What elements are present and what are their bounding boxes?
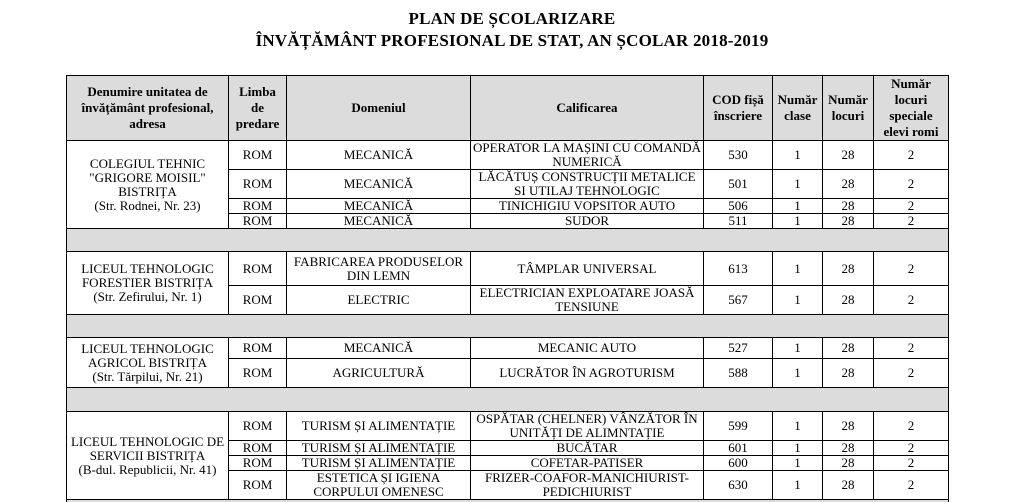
limba-cell: ROM <box>229 170 287 199</box>
speciale-cell: 2 <box>874 338 949 359</box>
speciale-cell: 2 <box>874 286 949 315</box>
locuri-cell: 28 <box>823 441 874 456</box>
limba-cell: ROM <box>229 412 287 441</box>
calificarea-cell: BUCĂTAR <box>471 441 704 456</box>
limba-cell: ROM <box>229 456 287 471</box>
clase-cell: 1 <box>773 141 823 170</box>
table-header-row <box>67 76 949 141</box>
speciale-cell: 2 <box>874 441 949 456</box>
locuri-cell: 28 <box>823 286 874 315</box>
school-cell <box>67 412 229 500</box>
locuri-cell: 28 <box>823 141 874 170</box>
calificarea-cell: COFETAR-PATISER <box>471 456 704 471</box>
locuri-cell: 28 <box>823 456 874 471</box>
cod-cell: 530 <box>704 141 773 170</box>
clase-cell: 1 <box>773 252 823 286</box>
locuri-cell: 28 <box>823 471 874 500</box>
locuri-cell: 28 <box>823 214 874 229</box>
clase-cell: 1 <box>773 170 823 199</box>
school-name: LICEUL TEHNOLOGIC FORESTIER BISTRIȚA <box>81 261 214 290</box>
header-domeniul: Domeniul <box>287 76 471 141</box>
limba-cell: ROM <box>229 252 287 286</box>
calificarea-cell: TÂMPLAR UNIVERSAL <box>471 252 704 286</box>
locuri-cell: 28 <box>823 170 874 199</box>
domeniul-cell: MECANICĂ <box>287 170 471 199</box>
limba-cell: ROM <box>229 338 287 359</box>
header-clase: Număr clase <box>773 76 823 141</box>
domeniul-cell: MECANICĂ <box>287 141 471 170</box>
clase-cell: 1 <box>773 359 823 388</box>
limba-cell: ROM <box>229 141 287 170</box>
separator-row <box>67 315 949 338</box>
document-title <box>0 8 1024 52</box>
school-address: (Str. Zefirului, Nr. 1) <box>93 289 202 304</box>
cod-cell: 630 <box>704 471 773 500</box>
school-cell <box>67 141 229 229</box>
calificarea-cell: TINICHIGIU VOPSITOR AUTO <box>471 199 704 214</box>
calificarea-cell: SUDOR <box>471 214 704 229</box>
speciale-cell: 2 <box>874 252 949 286</box>
domeniul-cell: ESTETICA ȘI IGIENA CORPULUI OMENESC <box>287 471 471 500</box>
cod-cell: 588 <box>704 359 773 388</box>
school-address: (Str. Tărpilui, Nr. 21) <box>92 368 203 384</box>
separator-band <box>67 315 949 338</box>
domeniul-cell: MECANICĂ <box>287 338 471 359</box>
table-row <box>67 338 949 359</box>
speciale-cell: 2 <box>874 199 949 214</box>
cod-cell: 601 <box>704 441 773 456</box>
separator-band <box>67 229 949 252</box>
limba-cell: ROM <box>229 286 287 315</box>
calificarea-cell: OSPĂTAR (CHELNER) VÂNZĂTOR ÎN UNITĂȚI DE ALIMNTAȚIE <box>471 412 704 441</box>
school-name: LICEUL TEHNOLOGIC AGRICOL BISTRIȚA <box>81 340 214 370</box>
title-line-1: PLAN DE ȘCOLARIZARE <box>408 9 616 28</box>
cod-cell: 613 <box>704 252 773 286</box>
clase-cell: 1 <box>773 286 823 315</box>
speciale-cell: 2 <box>874 359 949 388</box>
table-row <box>67 252 949 286</box>
table-row <box>67 141 949 170</box>
cod-cell: 567 <box>704 286 773 315</box>
limba-cell: ROM <box>229 214 287 229</box>
school-address: (B-dul. Republicii, Nr. 41) <box>78 461 217 477</box>
cod-cell: 506 <box>704 199 773 214</box>
calificarea-cell: MECANIC AUTO <box>471 338 704 359</box>
header-cod <box>704 76 773 141</box>
table-row <box>67 412 949 441</box>
speciale-cell: 2 <box>874 170 949 199</box>
domeniul-cell: FABRICAREA PRODUSELOR DIN LEMN <box>287 252 471 286</box>
school-cell <box>67 338 229 388</box>
cod-cell: 527 <box>704 338 773 359</box>
domeniul-cell: TURISM ȘI ALIMENTAȚIE <box>287 412 471 441</box>
clase-cell: 1 <box>773 456 823 471</box>
limba-cell: ROM <box>229 199 287 214</box>
header-cod-label: COD fișă înscriere <box>712 92 764 123</box>
locuri-cell: 28 <box>823 412 874 441</box>
clase-cell: 1 <box>773 471 823 500</box>
school-name: COLEGIUL TEHNIC "GRIGORE MOISIL" BISTRIȚA <box>89 155 206 199</box>
speciale-cell: 2 <box>874 471 949 500</box>
separator-row <box>67 229 949 252</box>
title-line-2: ÎNVĂȚĂMÂNT PROFESIONAL DE STAT, AN ȘCOLAR 2018-2019 <box>255 31 769 50</box>
domeniul-cell: TURISM ȘI ALIMENTAȚIE <box>287 441 471 456</box>
calificarea-cell: LĂCĂTUȘ CONSTRUCȚII METALICE SI UTILAJ TEHNOLOGIC <box>471 170 704 199</box>
domeniul-cell: MECANICĂ <box>287 214 471 229</box>
domeniul-cell: TURISM ȘI ALIMENTAȚIE <box>287 456 471 471</box>
separator-band <box>67 388 949 412</box>
calificarea-cell: OPERATOR LA MAȘINI CU COMANDĂ NUMERICĂ <box>471 141 704 170</box>
school-cell <box>67 252 229 315</box>
clase-cell: 1 <box>773 412 823 441</box>
clase-cell: 1 <box>773 338 823 359</box>
header-limba: Limba de predare <box>229 76 287 141</box>
school-name: LICEUL TEHNOLOGIC DE SERVICII BISTRIȚA <box>70 433 225 463</box>
locuri-cell: 28 <box>823 359 874 388</box>
speciale-cell: 2 <box>874 214 949 229</box>
clase-cell: 1 <box>773 441 823 456</box>
cod-cell: 600 <box>704 456 773 471</box>
limba-cell: ROM <box>229 471 287 500</box>
limba-cell: ROM <box>229 441 287 456</box>
domeniul-cell: ELECTRIC <box>287 286 471 315</box>
calificarea-cell: LUCRĂTOR ÎN AGROTURISM <box>471 359 704 388</box>
speciale-cell: 2 <box>874 141 949 170</box>
cod-cell: 599 <box>704 412 773 441</box>
header-calificarea: Calificarea <box>471 76 704 141</box>
header-speciale: Număr locuri speciale elevi romi <box>874 76 949 141</box>
school-address: (Str. Rodnei, Nr. 23) <box>94 197 201 213</box>
speciale-cell: 2 <box>874 456 949 471</box>
clase-cell: 1 <box>773 214 823 229</box>
separator-row <box>67 388 949 412</box>
limba-cell: ROM <box>229 359 287 388</box>
header-school: Denumire unitatea de învățământ profesional, adresa <box>67 76 229 141</box>
enrollment-plan-table <box>66 75 949 502</box>
speciale-cell: 2 <box>874 412 949 441</box>
calificarea-cell: ELECTRICIAN EXPLOATARE JOASĂ TENSIUNE <box>471 286 704 315</box>
cod-cell: 511 <box>704 214 773 229</box>
domeniul-cell: MECANICĂ <box>287 199 471 214</box>
locuri-cell: 28 <box>823 338 874 359</box>
header-locuri: Număr locuri <box>823 76 874 141</box>
domeniul-cell: AGRICULTURĂ <box>287 359 471 388</box>
locuri-cell: 28 <box>823 199 874 214</box>
locuri-cell: 28 <box>823 252 874 286</box>
calificarea-cell: FRIZER-COAFOR-MANICHIURIST-PEDICHIURIST <box>471 471 704 500</box>
cod-cell: 501 <box>704 170 773 199</box>
clase-cell: 1 <box>773 199 823 214</box>
